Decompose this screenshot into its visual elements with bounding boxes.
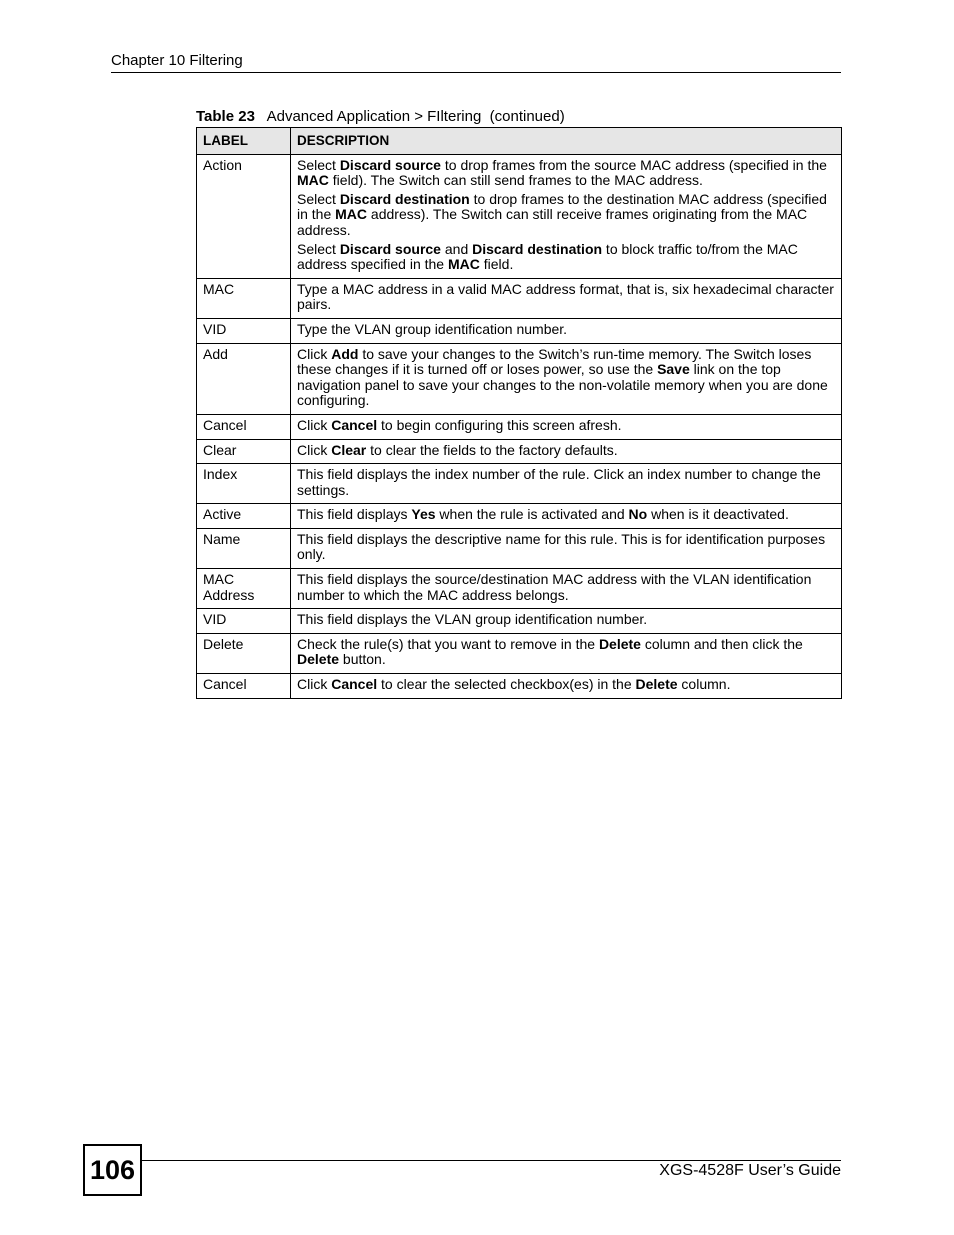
text-segment: and xyxy=(440,240,473,257)
bold-term: Discard source xyxy=(339,240,441,257)
row-description xyxy=(291,278,842,318)
description-paragraph xyxy=(297,242,835,273)
text-segment: Click xyxy=(297,676,332,693)
row-description xyxy=(291,569,842,609)
row-label: Cancel xyxy=(197,674,291,699)
bold-term: Discard destination xyxy=(339,190,470,207)
text-segment: field). The Switch can still send frames to the MAC address. xyxy=(328,172,703,189)
description-paragraph xyxy=(297,532,835,563)
bold-term: MAC xyxy=(447,256,480,273)
page-header xyxy=(111,52,841,73)
row-label: Index xyxy=(197,464,291,504)
text-segment: link on the top navigation panel to save your changes to the non-volatile memory when you are done configuring. xyxy=(297,361,828,409)
guide-title: XGS-4528F User’s Guide xyxy=(659,1162,841,1179)
description-paragraph xyxy=(297,158,835,189)
description-table xyxy=(196,127,842,699)
description-paragraph xyxy=(297,418,835,434)
row-description xyxy=(291,504,842,529)
bold-term: Yes xyxy=(411,506,436,523)
row-description xyxy=(291,633,842,673)
text-segment: to drop frames to the destination MAC address (specified in the xyxy=(297,190,827,223)
row-label: VID xyxy=(197,318,291,343)
table-row xyxy=(197,318,842,343)
bold-term: MAC xyxy=(335,206,368,223)
bold-term: Delete xyxy=(297,651,340,668)
text-segment: Check the rule(s) that you want to remove in the xyxy=(297,635,599,652)
chapter-title: Chapter 10 Filtering xyxy=(111,52,243,69)
bold-term: Cancel xyxy=(331,416,378,433)
text-segment: Click xyxy=(297,441,332,458)
text-segment: This field displays the index number of the rule. Click an index number to change the settings. xyxy=(297,466,821,498)
text-segment: address). The Switch can still receive frames originating from the MAC address. xyxy=(297,206,808,238)
column-header-description: DESCRIPTION xyxy=(291,128,842,155)
text-segment: to clear the selected checkbox(es) in the xyxy=(377,676,636,693)
bold-term: Discard destination xyxy=(472,240,603,257)
row-description xyxy=(291,414,842,439)
text-segment: This field displays the descriptive name for this rule. This is for identification purposes only. xyxy=(297,530,826,563)
text-segment: to begin configuring this screen afresh. xyxy=(377,416,622,433)
table-row xyxy=(197,528,842,568)
text-segment: button. xyxy=(339,651,386,668)
row-label: VID xyxy=(197,609,291,634)
table-row xyxy=(197,633,842,673)
bold-term: MAC xyxy=(297,172,329,189)
bold-term: Discard source xyxy=(339,156,441,173)
row-label: Action xyxy=(197,154,291,278)
row-label: Cancel xyxy=(197,414,291,439)
description-paragraph xyxy=(297,347,835,409)
text-segment: column. xyxy=(677,676,731,693)
table-row xyxy=(197,674,842,699)
text-segment: Type the VLAN group identification number. xyxy=(297,320,568,337)
text-segment: Select xyxy=(297,240,340,257)
bold-term: No xyxy=(628,506,648,523)
description-paragraph xyxy=(297,507,835,523)
table-body xyxy=(197,154,842,698)
text-segment: when the rule is activated and xyxy=(435,506,629,523)
text-segment: This field displays the VLAN group identification number. xyxy=(297,611,648,628)
row-label: Name xyxy=(197,528,291,568)
text-segment: column and then click the xyxy=(640,635,803,652)
description-paragraph xyxy=(297,282,835,313)
row-description xyxy=(291,154,842,278)
row-label: MAC xyxy=(197,278,291,318)
text-segment: Click xyxy=(297,345,332,362)
table-caption-text: Advanced Application > FIltering (continued) xyxy=(266,108,565,125)
table-row xyxy=(197,154,842,278)
row-description xyxy=(291,674,842,699)
row-description xyxy=(291,318,842,343)
table-row xyxy=(197,414,842,439)
bold-term: Add xyxy=(331,345,359,362)
row-description xyxy=(291,464,842,504)
bold-term: Delete xyxy=(598,635,641,652)
text-segment: when is it deactivated. xyxy=(647,506,789,523)
bold-term: Delete xyxy=(635,676,678,693)
column-header-label: LABEL xyxy=(197,128,291,155)
description-paragraph xyxy=(297,677,835,693)
text-segment: Select xyxy=(297,190,340,207)
table-row xyxy=(197,609,842,634)
table-row xyxy=(197,569,842,609)
row-label: MAC Address xyxy=(197,569,291,609)
bold-term: Save xyxy=(657,361,690,378)
description-paragraph xyxy=(297,467,835,498)
row-label: Clear xyxy=(197,439,291,464)
text-segment: Type a MAC address in a valid MAC address format, that is, six hexadecimal character pairs. xyxy=(297,280,834,313)
text-segment: to block traffic to/from the MAC address specified in the xyxy=(297,240,798,273)
description-paragraph xyxy=(297,572,835,603)
row-label: Add xyxy=(197,343,291,414)
description-paragraph xyxy=(297,637,835,668)
table-row xyxy=(197,278,842,318)
text-segment: to clear the fields to the factory defaults. xyxy=(366,441,618,458)
row-description xyxy=(291,528,842,568)
row-description xyxy=(291,439,842,464)
row-label: Active xyxy=(197,504,291,529)
text-segment: to drop frames from the source MAC address (specified in the xyxy=(440,156,827,173)
row-description xyxy=(291,343,842,414)
table-row xyxy=(197,439,842,464)
row-label: Delete xyxy=(197,633,291,673)
text-segment: Select xyxy=(297,156,340,173)
table-caption xyxy=(196,108,565,125)
table-header-row xyxy=(197,128,842,155)
text-segment: This field displays the source/destination MAC address with the VLAN identification number to which the MAC address belongs. xyxy=(297,571,812,603)
row-description xyxy=(291,609,842,634)
table-row xyxy=(197,343,842,414)
page-number: 106 xyxy=(83,1144,142,1196)
bold-term: Clear xyxy=(331,441,367,458)
description-paragraph xyxy=(297,612,835,628)
description-paragraph xyxy=(297,192,835,239)
table-row xyxy=(197,504,842,529)
description-paragraph xyxy=(297,322,835,338)
text-segment: Click xyxy=(297,416,332,433)
description-paragraph xyxy=(297,443,835,459)
text-segment: to save your changes to the Switch’s run-time memory. The Switch loses these changes if it is turned off or loses power, so use the xyxy=(297,345,812,378)
text-segment: field. xyxy=(479,256,514,273)
table-caption-number: Table 23 xyxy=(196,108,255,125)
bold-term: Cancel xyxy=(331,676,378,693)
text-segment: This field displays xyxy=(297,506,412,523)
table-row xyxy=(197,464,842,504)
